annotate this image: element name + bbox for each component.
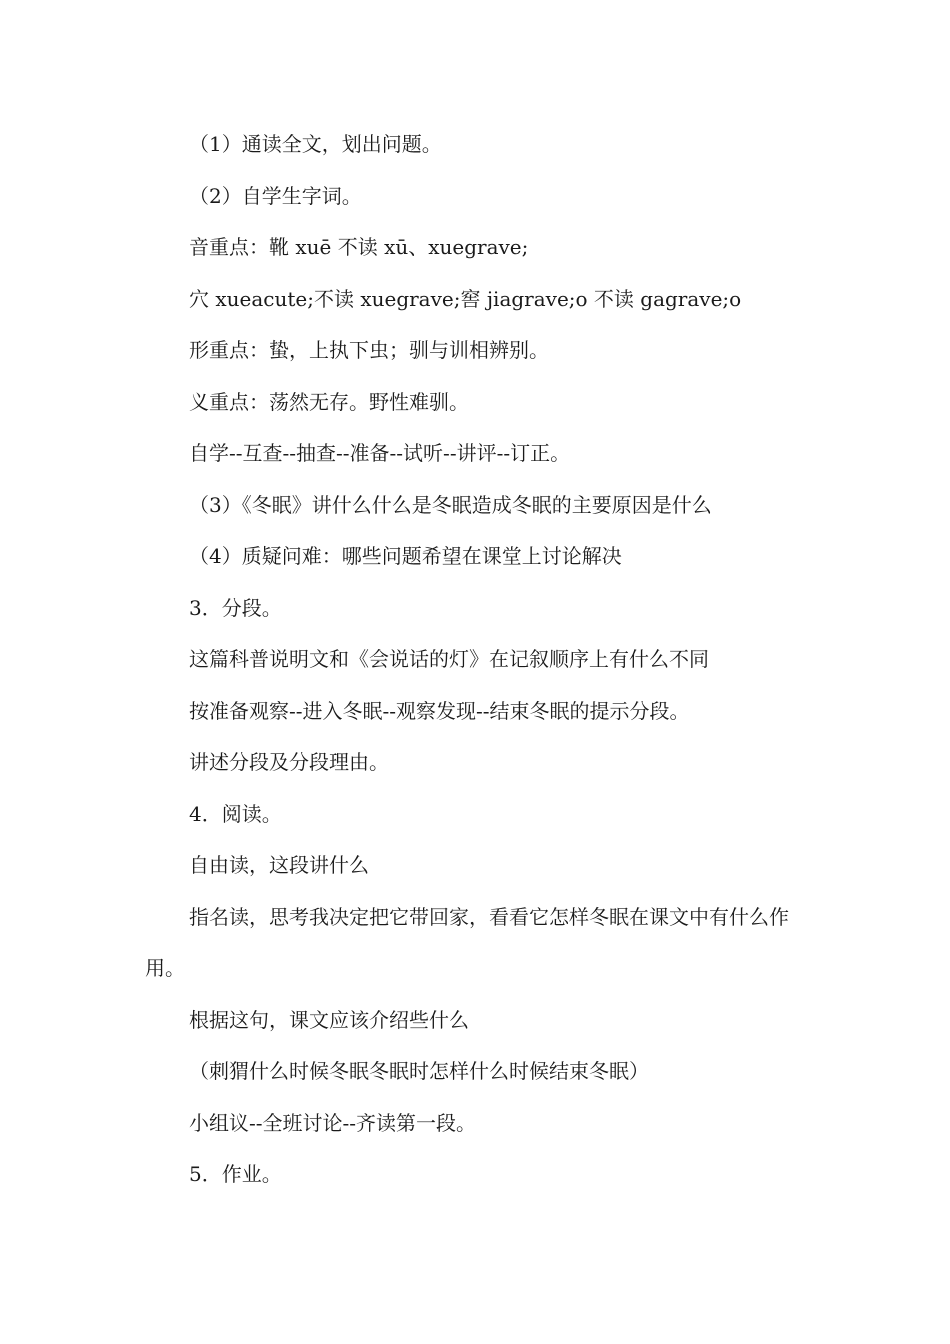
paragraph: 小组议--全班讨论--齐读第一段。	[189, 1110, 477, 1135]
paragraph: 穴 xueacute;不读 xuegrave;窖 jiagrave;o 不读 gagrave;o	[189, 286, 742, 311]
paragraph: 自由读，这段讲什么	[189, 853, 369, 877]
paragraph: （3）《冬眠》讲什么什么是冬眠造成冬眠的主要原因是什么	[189, 492, 712, 517]
paragraph: （1）通读全文，划出问题。	[189, 132, 442, 156]
paragraph: 根据这句，课文应该介绍些什么	[189, 1007, 469, 1032]
paragraph: （4）质疑问难：哪些问题希望在课堂上讨论解决	[189, 544, 622, 568]
document-body	[145, 119, 805, 1201]
paragraph: 指名读，思考我决定把它带回家，看看它怎样冬眠在课文中有什么作用。	[145, 904, 789, 980]
paragraph: 自学--互查--抽查--准备--试听--讲评--订正。	[189, 441, 571, 465]
paragraph: 这篇科普说明文和《会说话的灯》在记叙顺序上有什么不同	[189, 647, 709, 671]
paragraph: 按准备观察--进入冬眠--观察发现--结束冬眠的提示分段。	[189, 698, 690, 723]
paragraph: 讲述分段及分段理由。	[189, 750, 389, 774]
paragraph: 形重点：蛰，上执下虫；驯与训相辨别。	[189, 338, 549, 362]
paragraph: 音重点：靴 xuē 不读 xū、xuegrave;	[189, 235, 529, 259]
paragraph: 义重点：荡然无存。野性难驯。	[189, 389, 469, 414]
paragraph: （刺猬什么时候冬眠冬眠时怎样什么时候结束冬眠）	[189, 1059, 649, 1083]
paragraph: 4．阅读。	[189, 801, 282, 826]
paragraph: （2）自学生字词。	[189, 183, 362, 208]
paragraph: 5．作业。	[189, 1162, 282, 1186]
paragraph: 3．分段。	[189, 595, 282, 620]
